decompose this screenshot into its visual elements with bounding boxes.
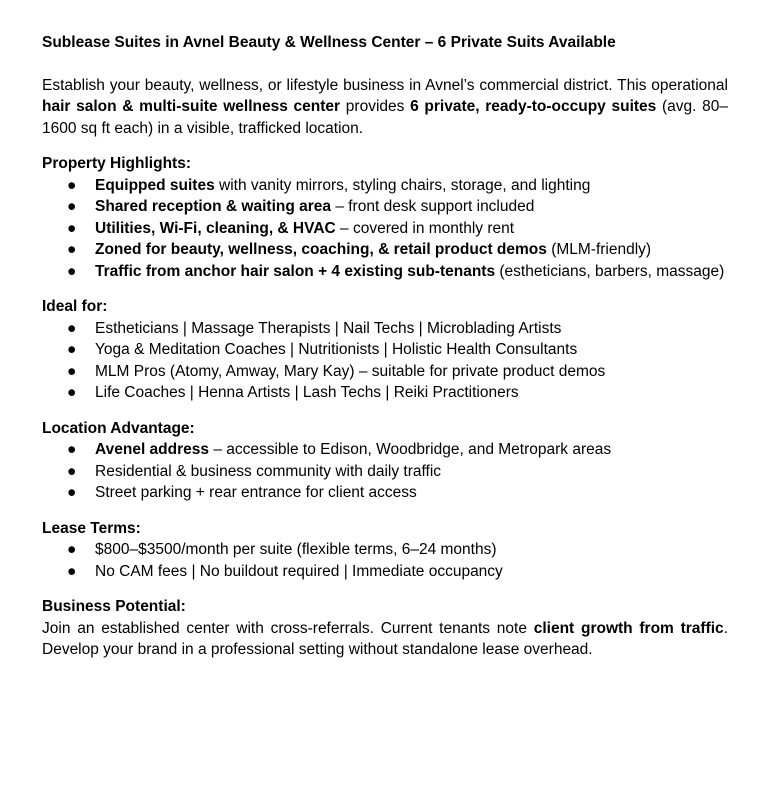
item-bold: Traffic from anchor hair salon + 4 existing sub-tenants bbox=[95, 262, 496, 280]
item-text: with vanity mirrors, styling chairs, storage, and lighting bbox=[214, 176, 591, 194]
item-text: Estheticians | Massage Therapists | Nail Techs | Microblading Artists bbox=[95, 319, 562, 337]
lease-list bbox=[42, 539, 728, 582]
list-item bbox=[42, 361, 728, 383]
list-item bbox=[42, 239, 728, 261]
bullet-icon: ● bbox=[67, 262, 77, 280]
document-title: Sublease Suites in Avnel Beauty & Wellness Center – 6 Private Suits Available bbox=[42, 34, 616, 51]
location-heading: Location Advantage: bbox=[42, 419, 195, 437]
spacer bbox=[42, 404, 728, 418]
list-item bbox=[42, 439, 728, 461]
bullet-icon: ● bbox=[67, 341, 77, 358]
bullet-icon: ● bbox=[67, 319, 77, 337]
item-text: Life Coaches | Henna Artists | Lash Techs | Reiki Practitioners bbox=[95, 384, 519, 401]
item-text: (estheticians, barbers, massage) bbox=[495, 262, 725, 280]
highlights-list bbox=[42, 175, 728, 283]
location-list bbox=[42, 439, 728, 504]
intro-bold-1: hair salon & multi-suite wellness center bbox=[42, 98, 341, 115]
item-bold: Zoned for beauty, wellness, coaching, & retail product demos bbox=[95, 241, 547, 258]
bullet-icon: ● bbox=[67, 219, 77, 237]
list-item bbox=[42, 318, 728, 340]
intro-text-1: Establish your beauty, wellness, or lifestyle business in Avnel’s commercial district. This operational bbox=[42, 76, 728, 94]
potential-text-2: . Develop your brand in a professional setting without standalone lease overhead. bbox=[42, 619, 728, 658]
highlights-heading: Property Highlights: bbox=[42, 155, 191, 172]
spacer bbox=[42, 282, 728, 296]
ideal-heading: Ideal for: bbox=[42, 298, 108, 315]
list-item bbox=[42, 218, 728, 240]
bullet-icon: ● bbox=[67, 241, 77, 258]
document-body bbox=[42, 32, 728, 661]
potential-bold: client growth from traffic bbox=[533, 619, 724, 637]
potential-paragraph bbox=[42, 618, 728, 661]
ideal-list bbox=[42, 318, 728, 404]
bullet-icon: ● bbox=[67, 198, 77, 215]
item-text: – covered in monthly rent bbox=[335, 219, 515, 237]
spacer bbox=[42, 582, 728, 596]
item-text: Residential & business community with daily traffic bbox=[95, 462, 442, 480]
lease-heading: Lease Terms: bbox=[42, 519, 141, 537]
list-item bbox=[42, 561, 728, 583]
potential-heading: Business Potential: bbox=[42, 598, 186, 615]
spacer bbox=[42, 139, 728, 153]
item-text: No CAM fees | No buildout required | Immediate occupancy bbox=[95, 562, 503, 580]
bullet-icon: ● bbox=[67, 384, 77, 401]
bullet-icon: ● bbox=[67, 462, 77, 480]
item-bold: Utilities, Wi-Fi, cleaning, & HVAC bbox=[95, 219, 336, 237]
list-item bbox=[42, 482, 728, 504]
bullet-icon: ● bbox=[67, 362, 77, 380]
item-text: Yoga & Meditation Coaches | Nutritionists | Holistic Health Consultants bbox=[95, 341, 578, 358]
item-text: $800–$3500/month per suite (flexible terms, 6–24 months) bbox=[95, 541, 497, 558]
potential-text-1: Join an established center with cross-referrals. Current tenants note bbox=[42, 619, 534, 637]
bullet-icon: ● bbox=[67, 484, 77, 501]
list-item bbox=[42, 261, 728, 283]
intro-bold-2: 6 private, ready-to-occupy suites bbox=[410, 98, 657, 115]
item-text: Street parking + rear entrance for client access bbox=[95, 484, 417, 501]
bullet-icon: ● bbox=[67, 541, 77, 558]
item-text: – accessible to Edison, Woodbridge, and Metropark areas bbox=[209, 441, 612, 458]
bullet-icon: ● bbox=[67, 176, 77, 194]
list-item bbox=[42, 175, 728, 197]
item-text: (MLM-friendly) bbox=[546, 241, 652, 258]
list-item bbox=[42, 382, 728, 404]
item-bold: Equipped suites bbox=[95, 176, 215, 194]
item-text: MLM Pros (Atomy, Amway, Mary Kay) – suitable for private product demos bbox=[95, 362, 606, 380]
bullet-icon: ● bbox=[67, 441, 77, 458]
item-bold: Shared reception & waiting area bbox=[95, 198, 332, 215]
intro-text-3: (avg. 80–1600 sq ft each) in a visible, trafficked location. bbox=[42, 98, 729, 137]
list-item bbox=[42, 461, 728, 483]
spacer bbox=[42, 504, 728, 518]
list-item bbox=[42, 339, 728, 361]
item-text: – front desk support included bbox=[331, 198, 535, 215]
intro-paragraph bbox=[42, 75, 728, 140]
list-item bbox=[42, 196, 728, 218]
bullet-icon: ● bbox=[67, 562, 77, 580]
list-item bbox=[42, 539, 728, 561]
intro-text-2: provides bbox=[340, 98, 411, 115]
item-bold: Avenel address bbox=[95, 441, 210, 458]
